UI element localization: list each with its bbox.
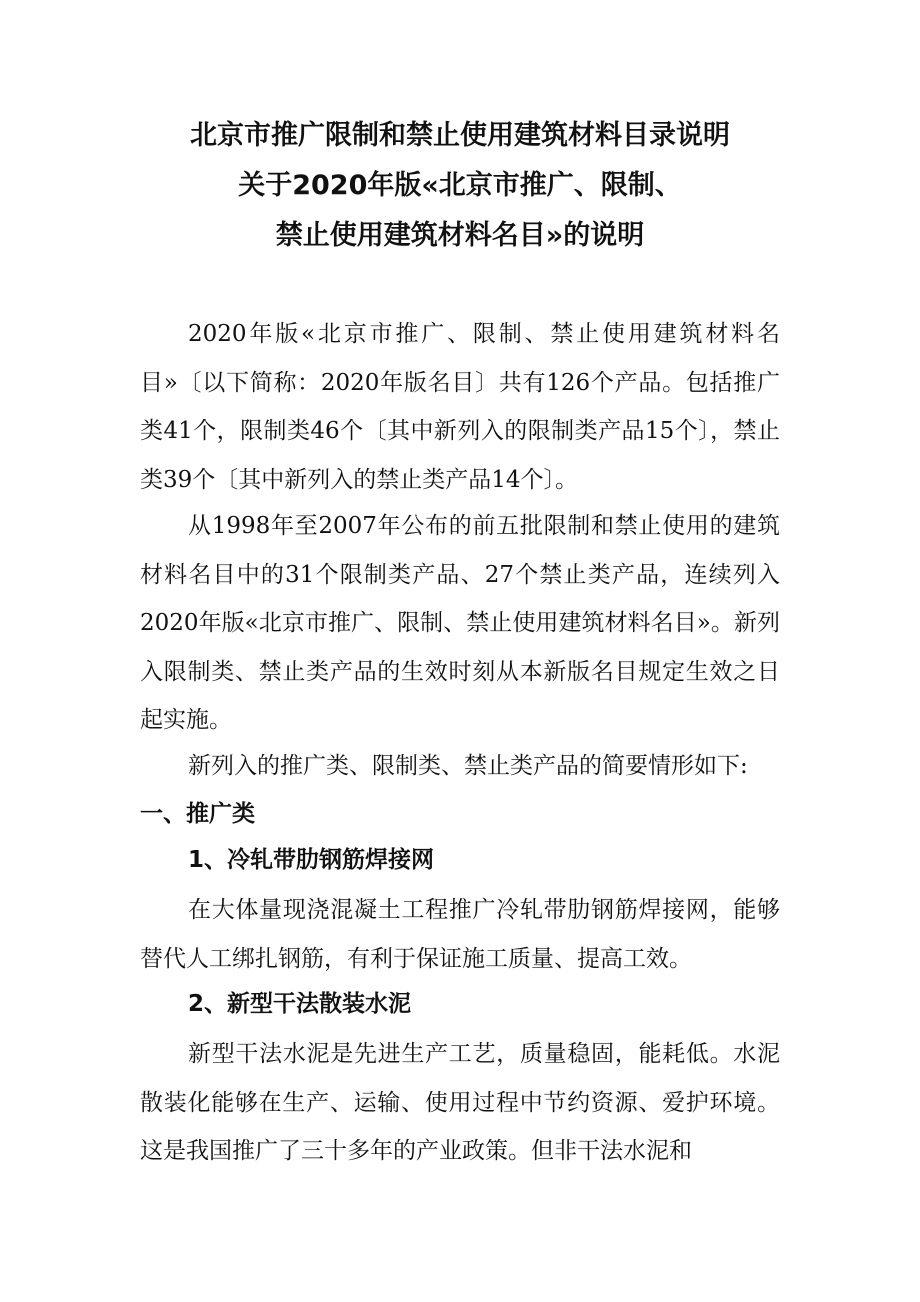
paragraph-summary: 2020年版«北京市推广、限制、禁止使用建筑材料名目»〔以下简称：2020年版名目〕共有126个产品。包括推广类41个，限制类46个〔其中新列入的限制类产品15个〕，禁止类39个〔其中新列入的禁止类产品14个〕。 [140, 321, 780, 493]
paragraph-history: 从1998年至2007年公布的前五批限制和禁止使用的建筑材料名目中的31个限制类产品、27个禁止类产品，连续列入2020年版«北京市推广、限制、禁止使用建筑材料名目»。新列入限制类、禁止类产品的生效时刻从本新版名目规定生效之日起实施。 [140, 513, 780, 733]
document-title: 北京市推广限制和禁止使用建筑材料目录说明 [190, 120, 730, 151]
item-heading-steel-mesh: 1、冷轧带肋钢筋焊接网 [188, 847, 435, 873]
item-text-bulk-cement: 新型干法水泥是先进生产工艺，质量稳固，能耗低。水泥散装化能够在生产、运输、使用过程中节约资源、爱护环境。这是我国推广了三十多年的产业政策。但非干法水泥和 [140, 1041, 780, 1164]
item-heading-bulk-cement: 2、新型干法散装水泥 [188, 991, 412, 1017]
document-subtitle-line-2: 禁止使用建筑材料名目»的说明 [275, 220, 645, 251]
section-heading-promotion: 一、推广类 [140, 801, 255, 827]
paragraph-intro: 新列入的推广类、限制类、禁止类产品的简要情形如下: [188, 753, 748, 779]
item-text-steel-mesh: 在大体量现浇混凝土工程推广冷轧带肋钢筋焊接网，能够替代人工绑扎钢筋，有利于保证施工质量、提高工效。 [140, 897, 780, 972]
document-subtitle-line-1: 关于2020年版«北京市推广、限制、 [238, 170, 682, 201]
